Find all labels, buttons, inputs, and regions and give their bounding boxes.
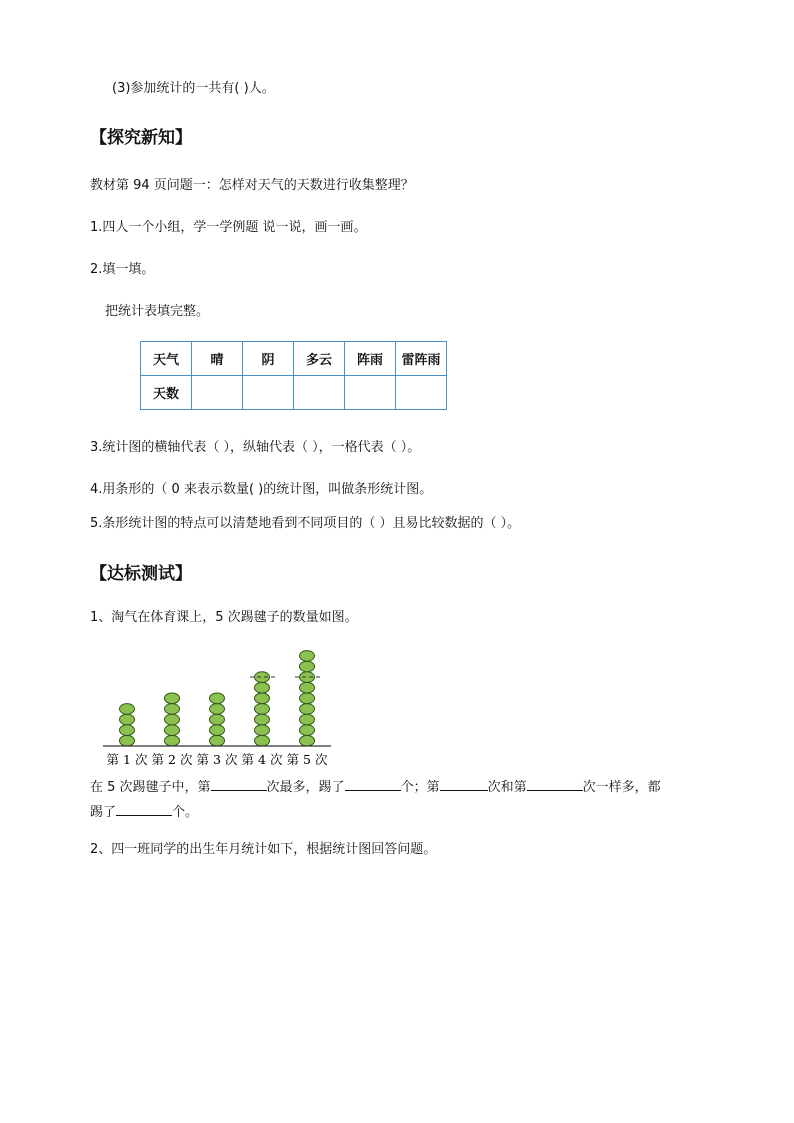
shuttlecock-mark — [255, 735, 270, 746]
item-4-text: 4.用条形的（ 0 来表示数量( )的统计图，叫做条形统计图。 — [90, 482, 433, 497]
shuttlecock-mark — [255, 693, 270, 704]
shuttlecock-mark — [165, 725, 180, 736]
x-tick-label: 第 1 次 — [106, 752, 148, 767]
shuttlecock-bar-chart — [95, 640, 345, 775]
shuttlecock-mark — [210, 693, 225, 704]
shuttlecock-mark — [120, 725, 135, 736]
table-empty-cell[interactable] — [294, 376, 345, 410]
shuttlecock-mark — [120, 704, 135, 715]
chart-bar — [120, 704, 135, 746]
answer-blank[interactable] — [116, 803, 172, 816]
shuttlecock-mark — [255, 714, 270, 725]
item-1-text: 1.四人一个小组，学一学例题 说一说，画一画。 — [90, 220, 367, 235]
test-2-text: 2、四一班同学的出生年月统计如下，根据统计图回答问题。 — [90, 842, 437, 857]
x-tick-label: 第 5 次 — [286, 752, 328, 767]
shuttlecock-mark — [165, 693, 180, 704]
chart-bar — [255, 672, 270, 746]
shuttlecock-mark — [300, 704, 315, 715]
table-header-cell: 阴 — [243, 342, 294, 376]
fill-text: 次一样多，都 — [582, 780, 661, 795]
answer-blank[interactable] — [527, 778, 583, 791]
table-header-cell: 阵雨 — [345, 342, 396, 376]
table-header-cell: 雷阵雨 — [396, 342, 447, 376]
question-3-text: (3)参加统计的一共有( )人。 — [112, 81, 275, 96]
fill-text: 在 5 次踢毽子中，第 — [90, 780, 211, 795]
table-header-cell: 晴 — [192, 342, 243, 376]
table-row-label: 天数 — [141, 376, 192, 410]
intro-text: 教材第 94 页问题一：怎样对天气的天数进行收集整理？ — [90, 178, 414, 193]
table-empty-cell[interactable] — [192, 376, 243, 410]
weather-stat-table — [140, 341, 447, 410]
table-instruction: 把统计表填完整。 — [105, 304, 210, 319]
shuttlecock-mark — [210, 704, 225, 715]
shuttlecock-mark — [165, 735, 180, 746]
shuttlecock-mark — [300, 714, 315, 725]
table-empty-cell[interactable] — [396, 376, 447, 410]
fill-text: 次最多，踢了 — [266, 780, 345, 795]
test-1-text: 1、淘气在体育课上，5 次踢毽子的数量如图。 — [90, 610, 358, 625]
shuttlecock-mark — [255, 682, 270, 693]
shuttlecock-mark — [120, 714, 135, 725]
table-header-cell: 多云 — [294, 342, 345, 376]
shuttlecock-mark — [255, 725, 270, 736]
x-tick-label: 第 4 次 — [241, 752, 283, 767]
chart-bar — [165, 693, 180, 746]
table-header-row — [141, 342, 447, 376]
fill-text: 个。 — [172, 805, 199, 820]
shuttlecock-mark — [300, 661, 315, 672]
table-header-cell: 天气 — [141, 342, 192, 376]
shuttlecock-mark — [210, 735, 225, 746]
shuttlecock-mark — [255, 704, 270, 715]
chart-bar — [210, 693, 225, 746]
shuttlecock-mark — [300, 693, 315, 704]
shuttlecock-mark — [210, 725, 225, 736]
shuttlecock-mark — [210, 714, 225, 725]
table-empty-cell[interactable] — [243, 376, 294, 410]
chart-bar — [300, 651, 315, 746]
shuttlecock-mark — [300, 651, 315, 662]
shuttlecock-mark — [165, 704, 180, 715]
item-3-text: 3.统计图的横轴代表（ ），纵轴代表（ ），一格代表（ ）。 — [90, 440, 421, 455]
shuttlecock-mark — [120, 735, 135, 746]
x-tick-label: 第 2 次 — [151, 752, 193, 767]
answer-blank[interactable] — [211, 778, 267, 791]
section-title-explore: 【探究新知】 — [90, 128, 192, 148]
shuttlecock-mark — [300, 725, 315, 736]
item-2-text: 2.填一填。 — [90, 262, 155, 277]
fill-line-2 — [90, 801, 198, 820]
answer-blank[interactable] — [345, 778, 401, 791]
fill-text: 个；第 — [400, 780, 440, 795]
item-5-text: 5.条形统计图的特点可以清楚地看到不同项目的（ ）且易比较数据的（ ）。 — [90, 516, 521, 531]
table-row — [141, 376, 447, 410]
x-tick-label: 第 3 次 — [196, 752, 238, 767]
section-title-test: 【达标测试】 — [90, 564, 192, 584]
table-empty-cell[interactable] — [345, 376, 396, 410]
fill-text: 次和第 — [487, 780, 527, 795]
fill-text: 踢了 — [90, 805, 117, 820]
shuttlecock-mark — [165, 714, 180, 725]
fill-line-1 — [90, 776, 661, 795]
shuttlecock-mark — [300, 735, 315, 746]
shuttlecock-mark — [300, 682, 315, 693]
answer-blank[interactable] — [440, 778, 488, 791]
